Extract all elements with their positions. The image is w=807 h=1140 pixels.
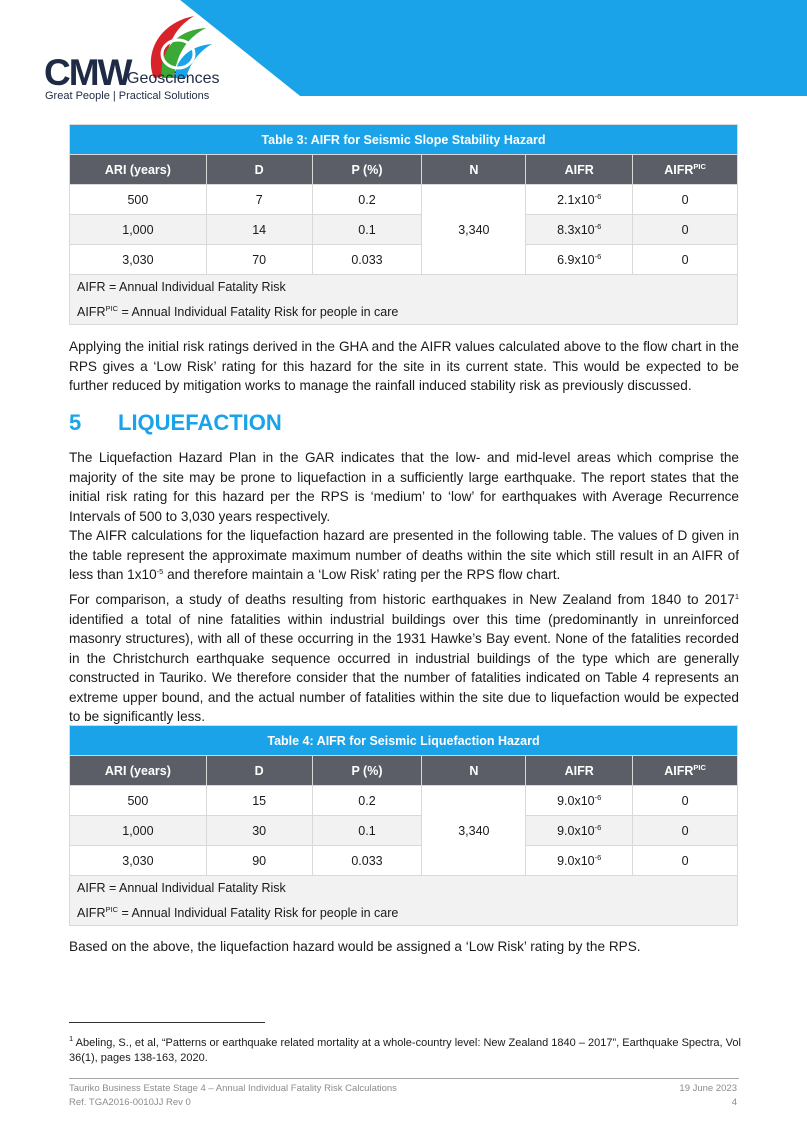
table-cell: $6.9x10^{-6}$	[526, 245, 633, 275]
column-header: P (%)	[312, 756, 422, 786]
column-header: N	[422, 155, 526, 185]
table-cell: 14	[206, 215, 312, 245]
paragraph: Applying the initial risk ratings derived in the GHA and the AIFR values calculated above to the flow chart in the RPS gives a ‘Low Risk’ rating for this hazard for the site in its current state. This would be expected to be further reduced by mitigation works to manage the rainfall induced stability risk as previously discussed.	[69, 339, 739, 393]
table-cell: 3,030	[70, 245, 207, 275]
footnote: $^1$ Abeling, S., et al, “Patterns or earthquake related mortality at a whole-country level: New Zealand 1840 – 2017”, Earthquake Spectra, Vol 36(1), pages 138-163, 2020.	[69, 1034, 741, 1064]
logo-brand-suffix: Geosciences	[127, 70, 220, 87]
paragraph: The Liquefaction Hazard Plan in the GAR indicates that the low- and mid-level areas which comprise the majority of the site may be prone to liquefaction in a sufficiently large earthquake. The report states that the initial risk rating for this hazard per the RPS is ‘medium’ to ‘low’ for earthquakes with Average Recurrence Intervals of 500 to 3,030 years respectively.	[69, 450, 739, 524]
table-4	[69, 725, 738, 926]
section-heading: 5 LIQUEFACTION	[69, 410, 282, 435]
column-header: P (%)	[312, 155, 422, 185]
table-cell: 30	[206, 816, 312, 846]
table-row	[70, 215, 738, 245]
table-3-note: $AIFR^{PIC}$ = Annual Individual Fatality Risk for people in care	[70, 300, 738, 325]
table-cell: 0	[633, 185, 738, 215]
footer-divider	[69, 1078, 739, 1079]
table-cell: 15	[206, 786, 312, 816]
column-header: AIFR	[526, 155, 633, 185]
footer-ref: Ref. TGA2016-0010JJ Rev 0	[69, 1097, 191, 1108]
table-cell: $8.3x10^{-6}$	[526, 215, 633, 245]
table-cell: 3,030	[70, 846, 207, 876]
column-header: D	[206, 155, 312, 185]
table-cell: 90	[206, 846, 312, 876]
logo-brand-short: CMW	[44, 52, 131, 93]
table-3-note: AIFR = Annual Individual Fatality Risk	[70, 275, 738, 300]
footer-date: 19 June 2023	[679, 1083, 737, 1094]
table-4-header-row	[70, 756, 738, 786]
column-header: AIFR	[526, 756, 633, 786]
table-3	[69, 124, 738, 325]
footer-doc-title: Tauriko Business Estate Stage 4 – Annual Individual Fatality Risk Calculations	[69, 1083, 397, 1094]
table-cell: 0	[633, 215, 738, 245]
table-row	[70, 185, 738, 215]
table-cell: 0.1	[312, 215, 422, 245]
column-header: ARI (years)	[70, 756, 207, 786]
table-cell: 500	[70, 786, 207, 816]
table-cell: 7	[206, 185, 312, 215]
table-row	[70, 816, 738, 846]
column-header: D	[206, 756, 312, 786]
table-cell: 0.2	[312, 185, 422, 215]
table-cell: $2.1x10^{-6}$	[526, 185, 633, 215]
table-row	[70, 846, 738, 876]
table-cell: 1,000	[70, 816, 207, 846]
table-cell-n: 3,340	[422, 786, 526, 876]
table-3-header-row	[70, 155, 738, 185]
table-cell: $9.0x10^{-6}$	[526, 846, 633, 876]
table-cell: 0.033	[312, 245, 422, 275]
table-cell: 0.033	[312, 846, 422, 876]
footnote-divider	[69, 1022, 265, 1023]
page-number: 4	[731, 1097, 737, 1108]
table-4-note: AIFR = Annual Individual Fatality Risk	[70, 876, 738, 901]
table-cell: 1,000	[70, 215, 207, 245]
column-header: $AIFR^{PIC}$	[633, 155, 738, 185]
table-row	[70, 786, 738, 816]
table-cell: $9.0x10^{-6}$	[526, 816, 633, 846]
column-header: ARI (years)	[70, 155, 207, 185]
logo-tagline: Great People | Practical Solutions	[45, 90, 210, 102]
table-cell-n: 3,340	[422, 185, 526, 275]
table-row	[70, 245, 738, 275]
column-header: $AIFR^{PIC}$	[633, 756, 738, 786]
table-4-title: Table 4: AIFR for Seismic Liquefaction Hazard	[70, 726, 738, 756]
table-cell: 0.1	[312, 816, 422, 846]
table-cell: 500	[70, 185, 207, 215]
table-cell: 70	[206, 245, 312, 275]
column-header: N	[422, 756, 526, 786]
table-cell: 0	[633, 245, 738, 275]
table-cell: $9.0x10^{-6}$	[526, 786, 633, 816]
company-logo	[44, 10, 244, 102]
table-cell: 0	[633, 816, 738, 846]
paragraph: The AIFR calculations for the liquefaction hazard are presented in the following table. The values of D given in the table represent the approximate maximum number of deaths within the site which still result in an AIFR of less than $1x10^{-5}$ and therefore maintain a ‘Low Risk’ rating per the RPS flow chart.	[69, 528, 739, 582]
table-cell: 0.2	[312, 786, 422, 816]
footer-right	[679, 1082, 737, 1110]
table-3-title: Table 3: AIFR for Seismic Slope Stability Hazard	[70, 125, 738, 155]
table-cell: 0	[633, 786, 738, 816]
paragraph: Based on the above, the liquefaction hazard would be assigned a ‘Low Risk’ rating by the RPS.	[69, 939, 641, 954]
footer-left	[69, 1082, 397, 1110]
table-4-note: $AIFR^{PIC}$ = Annual Individual Fatality Risk for people in care	[70, 901, 738, 926]
paragraph: For comparison, a study of deaths resulting from historic earthquakes in New Zealand from 1840 to 2017$^1$ identified a total of nine fatalities within industrial buildings over this time (predominantly in unreinforced masonry structures), with all of these occurring in the 1931 Hawke’s Bay event. None of the fatalities recorded in the Christchurch earthquake sequence occurred in industrial buildings of the type which are generally constructed in Tauriko. We therefore consider that the number of fatalities indicated on Table 4 represents an extreme upper bound, and the actual number of fatalities within the site due to liquefaction would be expected to be significantly less.	[69, 592, 739, 724]
table-cell: 0	[633, 846, 738, 876]
